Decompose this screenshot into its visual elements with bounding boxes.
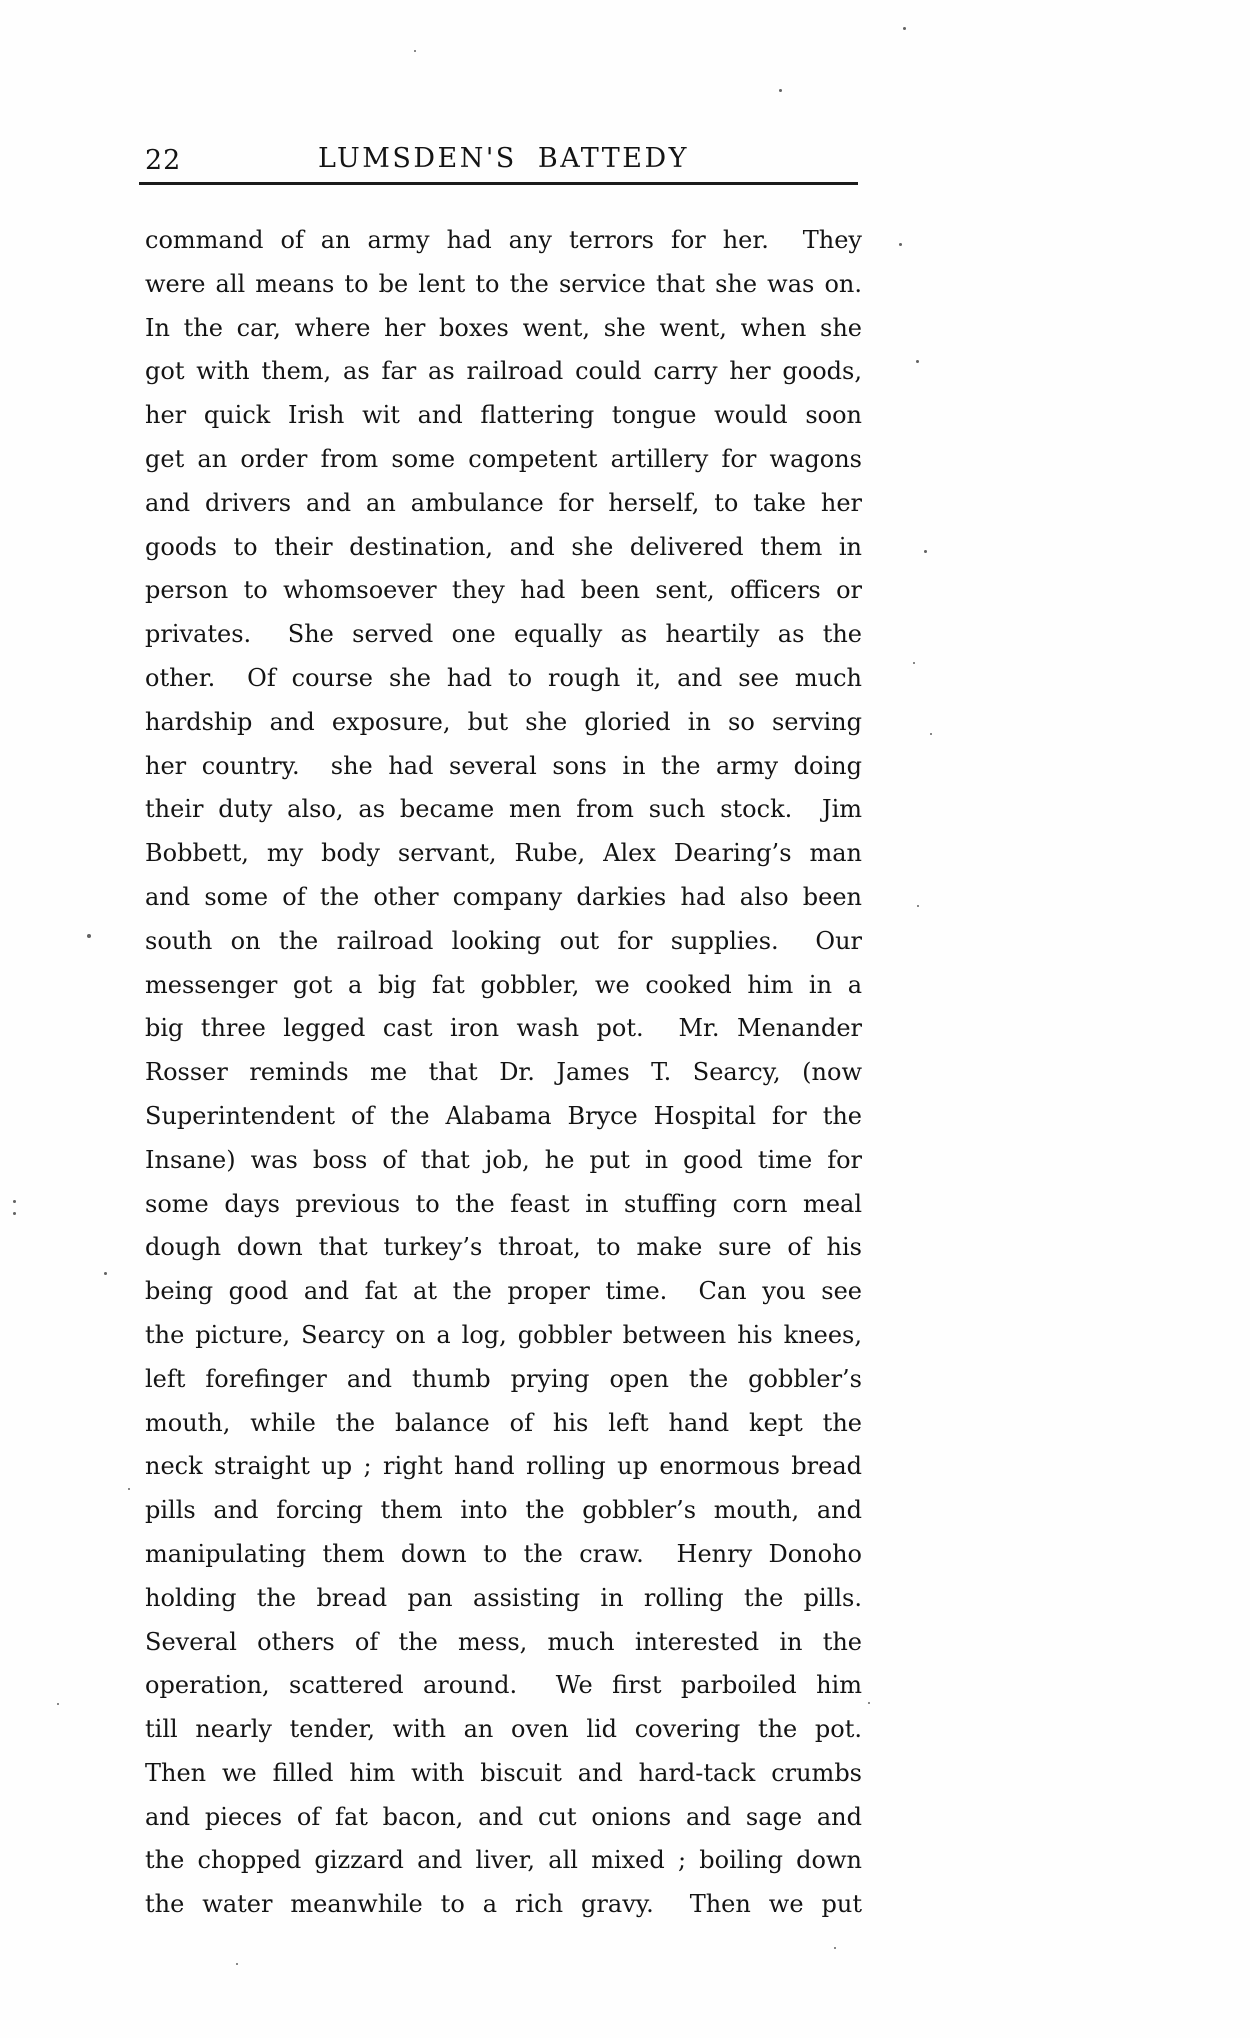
running-header	[145, 143, 862, 179]
scan-speck	[903, 27, 906, 30]
text-line: and drivers and an ambulance for herself, to take her	[145, 488, 862, 517]
text-line: goods to their destination, and she delivered them in	[145, 532, 862, 561]
running-title: LUMSDEN'S BATTEDY	[318, 143, 689, 174]
text-line: the picture, Searcy on a log, gobbler between his knees,	[145, 1320, 862, 1349]
text-line: some days previous to the feast in stuffing corn meal	[145, 1189, 862, 1218]
scan-speck	[916, 360, 919, 363]
scan-speck	[779, 89, 782, 92]
body-text	[145, 219, 862, 1927]
text-line: were all means to be lent to the service that she was on.	[145, 269, 862, 298]
text-line: her quick Irish wit and flattering tongue would soon	[145, 401, 862, 430]
header-rule	[139, 182, 858, 185]
text-line: Superintendent of the Alabama Bryce Hospital for the	[145, 1101, 862, 1130]
text-line: manipulating them down to the craw. Henry Donoho	[145, 1539, 862, 1568]
text-line: and pieces of fat bacon, and cut onions and sage and	[145, 1802, 862, 1831]
text-line: messenger got a big fat gobbler, we cooked him in a	[145, 970, 862, 999]
scan-speck	[57, 1703, 59, 1705]
text-line: till nearly tender, with an oven lid covering the pot.	[145, 1715, 862, 1744]
text-line: her country. she had several sons in the army doing	[145, 751, 862, 780]
text-line: pills and forcing them into the gobbler’s mouth, and	[145, 1496, 862, 1525]
text-line: mouth, while the balance of his left hand kept the	[145, 1408, 862, 1437]
scan-speck	[899, 243, 902, 246]
text-line: Insane) was boss of that job, he put in good time for	[145, 1145, 862, 1174]
text-line: Rosser reminds me that Dr. James T. Searcy, (now	[145, 1058, 862, 1087]
text-line: and some of the other company darkies had also been	[145, 882, 862, 911]
scan-speck	[13, 1200, 16, 1203]
scan-speck	[930, 733, 932, 735]
text-line: Bobbett, my body servant, Rube, Alex Dearing’s man	[145, 839, 862, 868]
text-line: holding the bread pan assisting in rolling the pills.	[145, 1583, 862, 1612]
scan-speck	[414, 50, 416, 52]
scan-speck	[924, 550, 927, 553]
text-line: hardship and exposure, but she gloried in so serving	[145, 707, 862, 736]
scan-speck	[128, 1488, 130, 1490]
scan-speck	[834, 1947, 836, 1949]
page-number: 22	[145, 145, 182, 176]
text-line: the chopped gizzard and liver, all mixed ; boiling down	[145, 1846, 862, 1875]
text-line: command of an army had any terrors for her. They	[145, 226, 862, 254]
scan-speck	[868, 1702, 870, 1704]
scan-speck	[917, 905, 919, 907]
text-line: Then we filled him with biscuit and hard-tack crumbs	[145, 1758, 862, 1787]
text-line: privates. She served one equally as heartily as the	[145, 620, 862, 649]
text-line: big three legged cast iron wash pot. Mr. Menander	[145, 1014, 862, 1043]
text-line: Several others of the mess, much interested in the	[145, 1627, 862, 1656]
text-line: left forefinger and thumb prying open the gobbler’s	[145, 1364, 862, 1393]
text-line: south on the railroad looking out for supplies. Our	[145, 926, 862, 955]
scan-speck	[236, 1963, 238, 1965]
text-line: person to whomsoever they had been sent, officers or	[145, 576, 862, 605]
text-line: operation, scattered around. We first parboiled him	[145, 1671, 862, 1700]
scan-speck	[13, 1212, 16, 1215]
scan-speck	[104, 1272, 107, 1275]
text-line: other. Of course she had to rough it, and see much	[145, 663, 862, 692]
text-line: being good and fat at the proper time. Can you see	[145, 1277, 862, 1306]
text-line: neck straight up ; right hand rolling up enormous bread	[145, 1452, 862, 1481]
scan-speck	[913, 662, 915, 664]
scan-speck	[87, 934, 91, 938]
text-line: got with them, as far as railroad could carry her goods,	[145, 357, 862, 386]
text-line: the water meanwhile to a rich gravy. Then we put	[145, 1890, 862, 1919]
text-line: get an order from some competent artillery for wagons	[145, 444, 862, 473]
text-line: their duty also, as became men from such stock. Jim	[145, 795, 862, 824]
text-line: dough down that turkey’s throat, to make sure of his	[145, 1233, 862, 1262]
text-line: In the car, where her boxes went, she went, when she	[145, 313, 862, 342]
